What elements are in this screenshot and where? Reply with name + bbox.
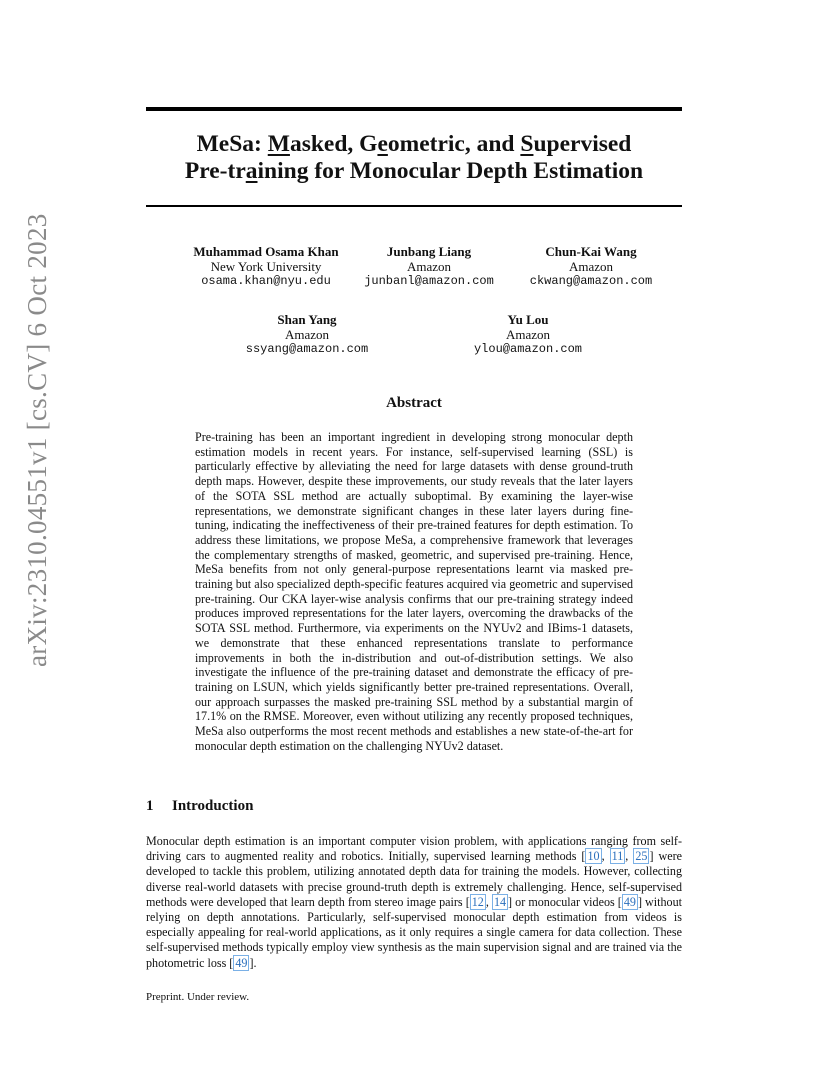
intro-paragraph [146, 834, 682, 971]
intro-text: ]. [249, 955, 257, 970]
title-line-2: Pre-training for Monocular Depth Estimation [184, 158, 644, 184]
section-title: Introduction [172, 798, 254, 814]
abstract-heading: Abstract [386, 395, 442, 411]
author-email: osama.khan@nyu.edu [201, 274, 331, 288]
author-affiliation: New York University [210, 259, 322, 274]
intro-text: , [625, 849, 634, 864]
citation-link[interactable]: 25 [635, 849, 648, 864]
author-email: ckwang@amazon.com [529, 274, 653, 288]
author-affiliation: Amazon [406, 259, 452, 274]
author-email: ssyang@amazon.com [245, 342, 369, 356]
intro-text: Monocular depth estimation is an important computer vision problem, with applications ranging from self-driving cars to augmented reality and robotics. Initially, supervised learning methods [ [146, 834, 682, 864]
section-heading [146, 798, 253, 815]
author-affiliation: Amazon [568, 259, 614, 274]
author-affiliation: Amazon [284, 327, 330, 342]
citation-link[interactable]: 10 [587, 849, 600, 864]
author-name: Chun-Kai Wang [545, 244, 637, 259]
title-top-rule [146, 107, 682, 111]
intro-text: , [485, 894, 492, 909]
author-block [349, 244, 509, 289]
citation-link[interactable]: 14 [493, 894, 507, 909]
author-block [448, 312, 608, 357]
author-email: junbanl@amazon.com [364, 274, 494, 288]
intro-text: ] were developed to tackle this problem, utilizing annotated depth data for training the models. However, collecting diverse real-world datasets with precise ground-truth depth is extremely challenging. Hence, self-supervised methods were developed that learn depth from stereo image pairs [ [146, 849, 682, 909]
author-name: Junbang Liang [386, 244, 472, 259]
footer-note: Preprint. Under review. [146, 991, 250, 1003]
title-bottom-rule [146, 205, 682, 207]
arxiv-stamp: arXiv:2310.04551v1 [cs.CV] 6 Oct 2023 [22, 213, 52, 667]
abstract-text: Pre-training has been an important ingredient in developing strong monocular depth estimation models in recent years. For instance, self-supervised learning (SSL) is particularly effective by alleviating the need for large datasets with dense ground-truth depth maps. However, despite these improvements, our study reveals that the later layers of the SOTA SSL method are actually suboptimal. By examining the layer-wise representations, we demonstrate significant changes in these later layers during fine-tuning, indicating the ineffectiveness of their pre-trained features for depth estimation. To address these limitations, we propose MeSa, a comprehensive framework that leverages the complementary strengths of masked, geometric, and supervised pre-training. Hence, MeSa benefits from not only general-purpose representations learnt via masked pre-training but also specialized depth-specific features acquired via geometric and supervised pre-training. Our CKA layer-wise analysis confirms that our pre-training strategy indeed produces improved representations for the later layers, overcoming the drawbacks of the SOTA SSL method. Furthermore, via experiments on the NYUv2 and IBims-1 datasets, we demonstrate that these enhanced representations translate to performance improvements in both the in-distribution and out-of-distribution settings. We also investigate the influence of the pre-training dataset and demonstrate the efficacy of pre-training on LSUN, which yields significantly better pre-trained representations. Overall, our approach surpasses the masked pre-training SSL method by a substantial margin of 17.1% on the RMSE. Moreover, even without utilizing any recently proposed techniques, MeSa also outperforms the most recent methods and establishes a new state-of-the-art for monocular depth estimation on the challenging NYUv2 dataset. [195, 430, 633, 753]
intro-text: ] or monocular videos [ [508, 894, 622, 909]
title-line-1: MeSa: Masked, Geometric, and Supervised [196, 131, 632, 157]
citation-link[interactable]: 49 [235, 955, 248, 970]
author-block [227, 312, 387, 357]
author-block [511, 244, 671, 289]
author-affiliation: Amazon [505, 327, 551, 342]
intro-text: , [601, 849, 610, 864]
author-block [166, 244, 366, 289]
section-number: 1 [146, 798, 154, 814]
citation-link[interactable]: 49 [623, 894, 636, 909]
author-name: Muhammad Osama Khan [193, 244, 339, 259]
paper-title [146, 131, 682, 185]
citation-link[interactable]: 11 [611, 849, 624, 864]
author-email: ylou@amazon.com [473, 342, 583, 356]
intro-text: ] without relying on depth annotations. Particularly, self-supervised monocular depth estimation from videos is especially appealing for real-world applications, as it only requires a single camera for data collection. These self-supervised methods typically employ view synthesis as the main supervision signal and are trained via the photometric loss [ [146, 894, 683, 970]
author-name: Yu Lou [507, 312, 549, 327]
author-name: Shan Yang [277, 312, 337, 327]
citation-link[interactable]: 12 [471, 894, 484, 909]
